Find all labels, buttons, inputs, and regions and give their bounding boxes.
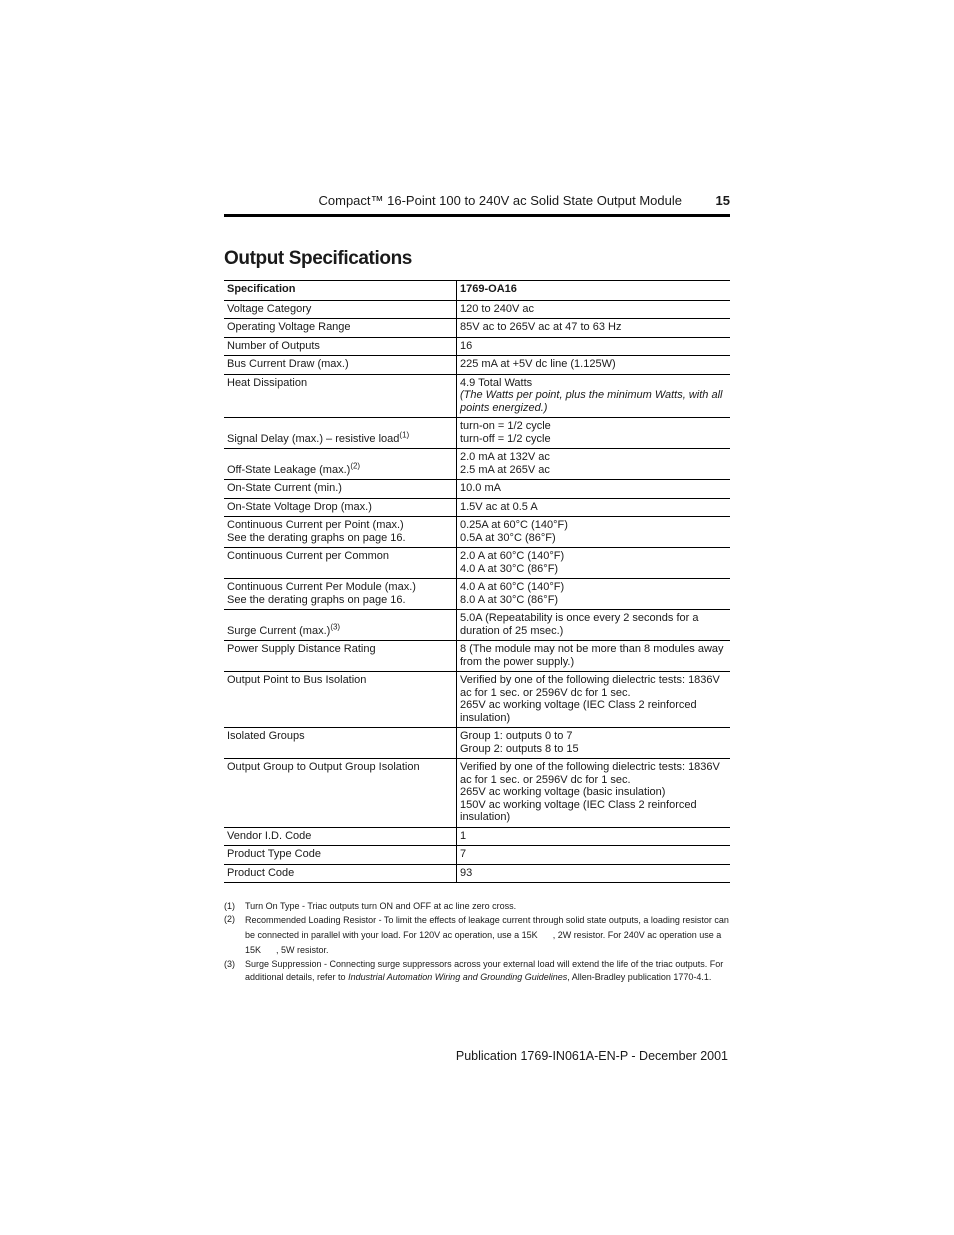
spec-value-line: 0.5A at 30°C (86°F)	[460, 531, 556, 544]
spec-value-line: turn-on = 1/2 cycle	[460, 420, 551, 432]
spec-name-cell	[224, 480, 457, 499]
spec-name-cell	[224, 728, 457, 759]
table-row	[224, 641, 730, 672]
spec-name: On-State Current (min.)	[227, 482, 342, 494]
footnote-ref: (1)	[399, 429, 410, 439]
spec-value-line: 225 mA at +5V dc line (1.125W)	[460, 358, 616, 370]
spec-name: Power Supply Distance Rating	[227, 643, 376, 655]
spec-name: Vendor I.D. Code	[227, 829, 312, 842]
spec-name-cell	[224, 517, 457, 548]
spec-name: Product Code	[227, 866, 295, 879]
spec-name: Voltage Category	[227, 302, 312, 315]
table-row	[224, 498, 730, 517]
spec-value-cell	[457, 672, 731, 728]
spec-value-line: 93	[460, 866, 473, 879]
spec-name: Operating Voltage Range	[227, 321, 351, 333]
spec-note: See the derating graphs on page 16.	[227, 593, 406, 606]
spec-value-cell	[457, 319, 731, 338]
table-row	[224, 449, 730, 480]
spec-value-cell	[457, 641, 731, 672]
spec-name: Heat Dissipation	[227, 376, 308, 389]
spec-value-cell	[457, 548, 731, 579]
footnote-text-italic: Industrial Automation Wiring and Grounding Guidelines	[348, 972, 568, 982]
spec-value-cell	[457, 356, 731, 375]
spec-value-cell	[457, 827, 731, 846]
spec-name: Product Type Code	[227, 848, 321, 860]
spec-value-line: 2.0 A at 60°C (140°F)	[460, 550, 565, 562]
table-row	[224, 480, 730, 499]
footnote-text-after: , Allen-Bradley publication 1770-4.1.	[567, 972, 712, 982]
table-row	[224, 579, 730, 610]
table-row	[224, 374, 730, 418]
col-header-model: 1769-OA16	[457, 281, 731, 301]
table-row	[224, 418, 730, 449]
footnotes	[224, 900, 730, 984]
spec-value-line: 8.0 A at 30°C (86°F)	[460, 593, 559, 606]
spec-name-cell	[224, 356, 457, 375]
spec-value-line: 7	[460, 848, 467, 860]
spec-value-line: 265V ac working voltage (IEC Class 2 reinforced insulation)	[460, 699, 697, 724]
spec-value-cell	[457, 418, 731, 449]
spec-value-cell	[457, 728, 731, 759]
spec-name: Number of Outputs	[227, 339, 320, 352]
spec-name-cell	[224, 641, 457, 672]
table-row	[224, 672, 730, 728]
spec-value-line: Verified by one of the following dielectric tests: 1836V ac for 1 sec. or 2596V dc for 1 sec.	[460, 761, 720, 786]
spec-name-cell	[224, 610, 457, 641]
footnote-number: (3)	[224, 959, 235, 969]
table-row	[224, 610, 730, 641]
spec-name: Continuous Current Per Module (max.)	[227, 581, 416, 593]
page-header	[224, 190, 730, 212]
spec-value-cell	[457, 449, 731, 480]
spec-value-cell	[457, 337, 731, 356]
spec-name: Isolated Groups	[227, 730, 305, 742]
table-header-row	[224, 281, 730, 301]
spec-name-cell	[224, 864, 457, 883]
table-row	[224, 846, 730, 865]
spec-value-line: Verified by one of the following dielectric tests: 1836V ac for 1 sec. or 2596V dc for 1 sec.	[460, 674, 720, 699]
spec-name: Output Point to Bus Isolation	[227, 674, 367, 686]
header-title: Compact™ 16-Point 100 to 240V ac Solid State Output Module	[318, 193, 682, 208]
table-row	[224, 356, 730, 375]
page-number: 15	[715, 193, 730, 208]
table-row	[224, 864, 730, 883]
spec-name-cell	[224, 498, 457, 517]
table-row	[224, 319, 730, 338]
spec-name-cell	[224, 449, 457, 480]
spec-table	[224, 280, 730, 883]
spec-value-cell	[457, 864, 731, 883]
spec-value-cell	[457, 480, 731, 499]
spec-name: On-State Voltage Drop (max.)	[227, 500, 372, 513]
spec-name-cell	[224, 374, 457, 418]
spec-value-line: 265V ac working voltage (basic insulation)	[460, 786, 666, 798]
spec-name-cell	[224, 759, 457, 828]
footnote-text-before: Surge Suppression - Connecting surge suppressors across your external load will extend the life of the triac outputs. For additional details, refer to	[245, 959, 724, 982]
footnote-3	[224, 958, 730, 984]
spec-value-line: 2.5 mA at 265V ac	[460, 463, 550, 476]
footnote-number: (2)	[224, 914, 235, 924]
spec-value-cell	[457, 610, 731, 641]
col-header-specification: Specification	[224, 281, 457, 301]
spec-name: Output Group to Output Group Isolation	[227, 761, 420, 773]
spec-value-cell	[457, 579, 731, 610]
spec-name-cell	[224, 300, 457, 319]
spec-name-cell	[224, 846, 457, 865]
spec-name-cell	[224, 579, 457, 610]
spec-name: Off-State Leakage (max.)	[227, 463, 351, 476]
spec-value-note: (The Watts per point, plus the minimum Watts, with all points energized.)	[460, 389, 723, 414]
spec-name-cell	[224, 337, 457, 356]
spec-value-line: 120 to 240V ac	[460, 302, 535, 315]
spec-name: Bus Current Draw (max.)	[227, 358, 349, 370]
footnote-ref: (2)	[350, 460, 361, 470]
footnote-2	[224, 913, 730, 958]
table-row	[224, 517, 730, 548]
spec-value-cell	[457, 846, 731, 865]
spec-value-line: 2.0 mA at 132V ac	[460, 451, 550, 463]
spec-value-line: 1	[460, 829, 467, 842]
spec-value-line: 4.9 Total Watts	[460, 376, 533, 389]
spec-value-cell	[457, 498, 731, 517]
spec-name: Surge Current (max.)	[227, 624, 331, 637]
spec-value-cell	[457, 300, 731, 319]
spec-value-line: 4.0 A at 30°C (86°F)	[460, 562, 559, 575]
table-row	[224, 300, 730, 319]
footnote-1	[224, 900, 730, 913]
spec-name-cell	[224, 827, 457, 846]
spec-value-cell	[457, 759, 731, 828]
spec-value-line: 16	[460, 339, 473, 352]
spec-name: Continuous Current per Common	[227, 550, 390, 562]
spec-value-line: Group 2: outputs 8 to 15	[460, 742, 579, 755]
spec-value-line: 10.0 mA	[460, 482, 501, 494]
header-rule	[224, 214, 730, 217]
spec-value-line: 150V ac working voltage (IEC Class 2 reinforced insulation)	[460, 798, 697, 823]
spec-value-line: Group 1: outputs 0 to 7	[460, 730, 573, 742]
spec-value-line: turn-off = 1/2 cycle	[460, 432, 551, 445]
footnote-text: Recommended Loading Resistor - To limit the effects of leakage current through solid state outputs, a loading resistor can be connected in parallel with your load. For 120V ac operation, use a 15K , 2W resistor. For 240V ac operation use a 15K , 5W resistor.	[245, 915, 732, 955]
table-row	[224, 759, 730, 828]
spec-table-body	[224, 300, 730, 883]
spec-name-cell	[224, 418, 457, 449]
spec-value-line: 4.0 A at 60°C (140°F)	[460, 581, 565, 593]
footnote-number: (1)	[224, 901, 235, 911]
spec-value-line: 0.25A at 60°C (140°F)	[460, 519, 568, 531]
table-row	[224, 337, 730, 356]
spec-value-line: 8 (The module may not be more than 8 modules away from the power supply.)	[460, 643, 724, 668]
footnote-text: Turn On Type - Triac outputs turn ON and OFF at ac line zero cross.	[245, 901, 517, 911]
table-row	[224, 548, 730, 579]
spec-name-cell	[224, 548, 457, 579]
page-footer: Publication 1769-IN061A-EN-P - December 2001	[455, 1049, 728, 1063]
footnote-text	[245, 958, 730, 984]
spec-note: See the derating graphs on page 16.	[227, 531, 406, 544]
section-title: Output Specifications	[224, 248, 412, 269]
spec-value-cell	[457, 517, 731, 548]
spec-name: Signal Delay (max.) – resistive load	[227, 432, 400, 445]
spec-name-cell	[224, 672, 457, 728]
footnote-ref: (3)	[330, 621, 341, 631]
spec-value-line: 85V ac to 265V ac at 47 to 63 Hz	[460, 321, 622, 333]
spec-name-cell	[224, 319, 457, 338]
spec-value-cell	[457, 374, 731, 418]
spec-value-line: 5.0A (Repeatability is once every 2 seconds for a duration of 25 msec.)	[460, 612, 699, 637]
table-row	[224, 827, 730, 846]
spec-name: Continuous Current per Point (max.)	[227, 519, 404, 531]
spec-value-line: 1.5V ac at 0.5 A	[460, 500, 538, 513]
table-row	[224, 728, 730, 759]
